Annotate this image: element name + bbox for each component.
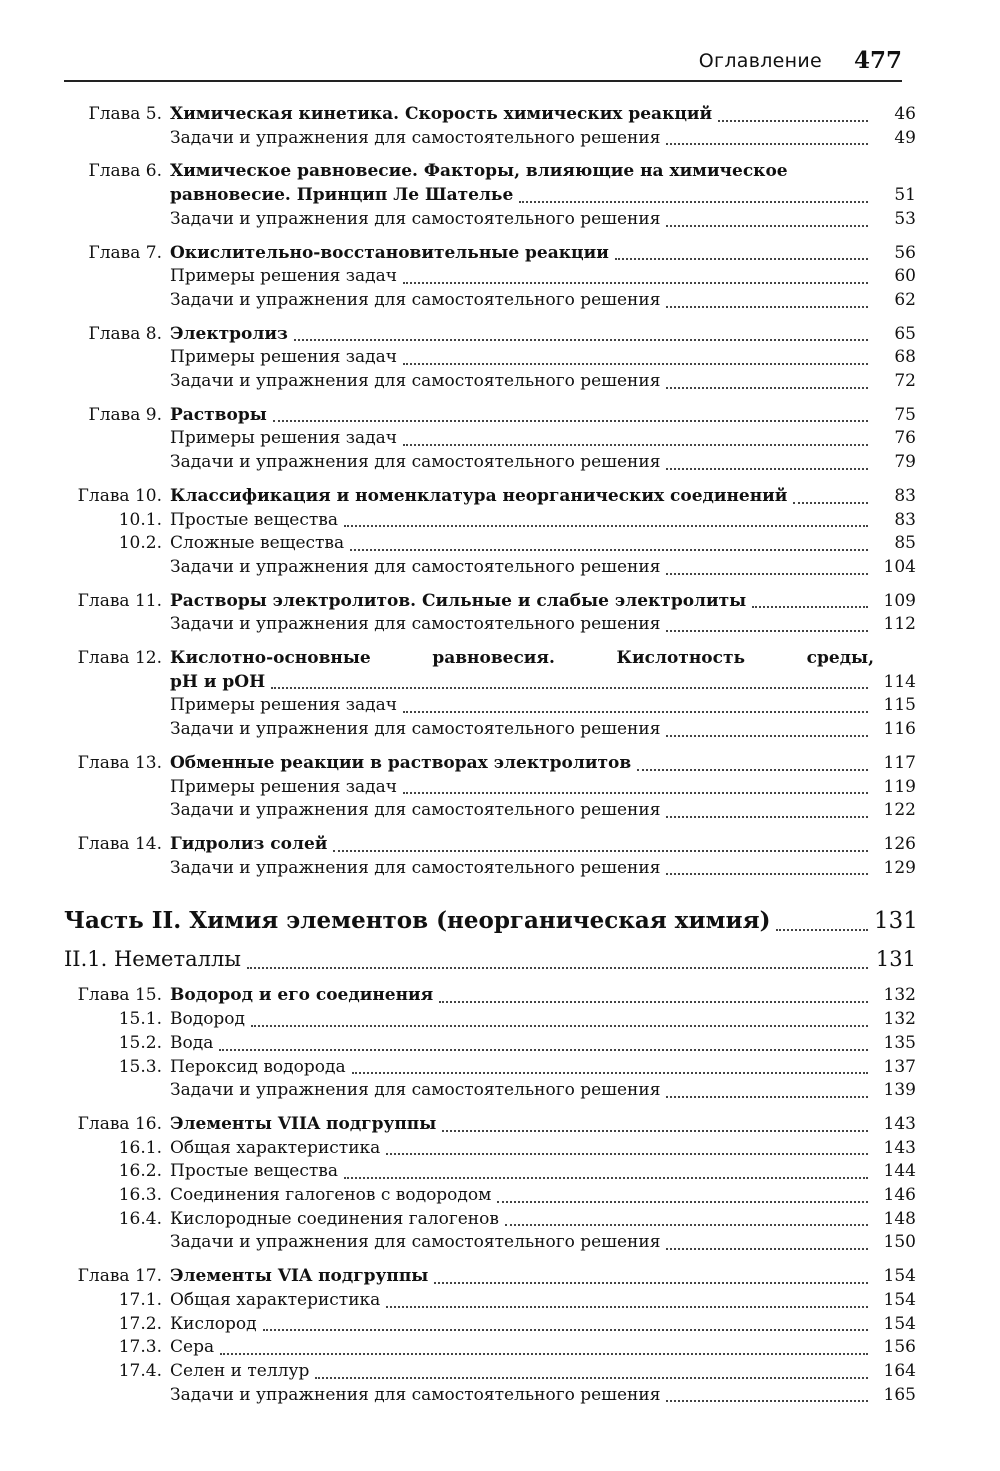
entry-label: 10.2. (118, 533, 162, 554)
toc-row[interactable] (64, 1265, 916, 1289)
dot-leader (666, 1400, 868, 1402)
entry-title: Растворы электролитов. Сильные и слабые электролиты (170, 590, 747, 611)
entry-page: 144 (883, 1161, 916, 1182)
entry-label: Глава 13. (77, 752, 162, 773)
dot-leader (439, 1001, 868, 1003)
dot-leader (793, 502, 868, 504)
entry-page: 132 (883, 985, 916, 1006)
toc-row[interactable] (64, 1231, 916, 1255)
toc-row[interactable] (64, 289, 916, 313)
subpart-heading (64, 944, 916, 974)
entry-title: Задачи и упражнения для самостоятельного решения (170, 857, 661, 878)
entry-label: Глава 16. (77, 1113, 162, 1134)
dot-leader (271, 687, 868, 689)
chapter-title-line1: Химическое равновесие. Факторы, влияющие на химическое (170, 161, 788, 182)
toc-row[interactable] (64, 694, 916, 718)
toc-row[interactable] (64, 323, 916, 347)
entry-title: Элементы VIA подгруппы (170, 1266, 429, 1287)
chapter-title-line1: Кислотно-основные равновесия. Кислотность среды, (170, 648, 874, 669)
entry-title: Задачи и упражнения для самостоятельного решения (170, 719, 661, 740)
toc-row[interactable] (64, 1360, 916, 1384)
entry-page: 68 (894, 347, 916, 368)
entry-page: 76 (894, 428, 916, 449)
entry-page: 154 (883, 1289, 916, 1310)
entry-page: 109 (883, 590, 916, 611)
dot-leader (315, 1377, 868, 1379)
entry-page: 75 (894, 404, 916, 425)
toc-part2-list (64, 984, 916, 1407)
dot-leader (386, 1306, 868, 1308)
toc-row[interactable] (64, 103, 916, 127)
toc-row[interactable] (64, 1289, 916, 1313)
chapter-group (64, 1113, 916, 1255)
dot-leader (403, 444, 868, 446)
dot-leader (666, 735, 868, 737)
dot-leader (666, 306, 868, 308)
toc-row[interactable] (64, 1313, 916, 1337)
entry-title: Примеры решения задач (170, 428, 397, 449)
entry-label: 17.2. (118, 1313, 162, 1334)
entry-title: Задачи и упражнения для самостоятельного решения (170, 800, 661, 821)
entry-label: 15.2. (118, 1032, 162, 1053)
entry-title: Задачи и упражнения для самостоятельного решения (170, 289, 661, 310)
entry-page: 72 (894, 371, 916, 392)
entry-page: 132 (883, 1009, 916, 1030)
entry-label: Глава 8. (88, 323, 162, 344)
entry-title: Классификация и номенклатура неорганических соединений (170, 485, 788, 506)
header-page-number: 477 (853, 47, 902, 74)
dot-leader (344, 525, 868, 527)
entry-title: Задачи и упражнения для самостоятельного решения (170, 556, 661, 577)
entry-label: Глава 9. (88, 404, 162, 425)
toc-row[interactable] (64, 1137, 916, 1161)
entry-page: 112 (883, 614, 916, 635)
toc-row[interactable] (64, 671, 916, 695)
dot-leader (666, 1248, 868, 1250)
entry-title: Сера (170, 1337, 215, 1358)
dot-leader (386, 1153, 868, 1155)
dot-leader (294, 339, 868, 341)
entry-title: Обменные реакции в растворах электролитов (170, 752, 632, 773)
toc-row[interactable] (64, 718, 916, 742)
dot-leader (220, 1353, 868, 1355)
chapter-label: Глава 6. (88, 161, 162, 182)
toc-row[interactable] (64, 1032, 916, 1056)
entry-label: 17.1. (118, 1289, 162, 1310)
dot-leader (403, 282, 868, 284)
entry-label: Глава 7. (88, 242, 162, 263)
dot-leader (352, 1072, 868, 1074)
entry-title: Сложные вещества (170, 533, 345, 554)
entry-page: 116 (883, 719, 916, 740)
chapter-label: Глава 12. (77, 648, 162, 669)
chapter-group (64, 485, 916, 580)
entry-page: 117 (883, 752, 916, 773)
entry-title: Гидролиз солей (170, 833, 328, 854)
dot-leader (219, 1049, 868, 1051)
entry-page: 46 (894, 104, 916, 124)
entry-title: Примеры решения задач (170, 776, 397, 797)
chapter-group (64, 752, 916, 823)
toc-row[interactable] (64, 984, 916, 1008)
entry-title: Водород и его соединения (170, 985, 434, 1006)
entry-title: Пероксид водорода (170, 1056, 346, 1077)
toc-row[interactable] (64, 906, 916, 936)
entry-label: Глава 14. (77, 833, 162, 854)
toc-row[interactable] (64, 944, 916, 974)
entry-title: Задачи и упражнения для самостоятельного решения (170, 371, 661, 392)
entry-page: 49 (894, 127, 916, 148)
entry-label: 15.1. (118, 1009, 162, 1030)
toc-row[interactable] (64, 208, 916, 232)
toc-row[interactable] (64, 1336, 916, 1360)
dot-leader (666, 143, 868, 145)
entry-label: Глава 17. (77, 1266, 162, 1287)
entry-label: 17.3. (118, 1337, 162, 1358)
toc-row[interactable] (64, 1384, 916, 1408)
entry-page: 104 (883, 556, 916, 577)
entry-page: 53 (894, 208, 916, 229)
toc-row[interactable] (64, 485, 916, 509)
dot-leader (251, 1025, 868, 1027)
chapter-group (64, 103, 916, 150)
toc-row[interactable] (64, 370, 916, 394)
toc-row[interactable] (64, 509, 916, 533)
toc-row[interactable] (64, 451, 916, 475)
entry-page: 135 (883, 1032, 916, 1053)
dot-leader (403, 711, 868, 713)
entry-label: 16.3. (118, 1185, 162, 1206)
toc-row[interactable] (64, 556, 916, 580)
entry-title: Задачи и упражнения для самостоятельного решения (170, 1080, 661, 1101)
entry-page: 114 (883, 671, 916, 692)
dot-leader (666, 630, 868, 632)
entry-title: Селен и теллур (170, 1360, 310, 1381)
dot-leader (497, 1201, 868, 1203)
entry-title: Кислородные соединения галогенов (170, 1208, 499, 1229)
entry-page: 83 (894, 509, 916, 530)
toc-row[interactable] (64, 427, 916, 451)
entry-label: 16.1. (118, 1137, 162, 1158)
entry-page: 115 (883, 695, 916, 716)
dot-leader (519, 201, 868, 203)
chapter-group (64, 242, 916, 313)
entry-title: Кислород (170, 1313, 257, 1334)
entry-page: 143 (883, 1113, 916, 1134)
dot-leader (666, 1096, 868, 1098)
dot-leader (350, 549, 868, 551)
entry-title: pH и pOH (170, 671, 266, 692)
entry-page: 60 (894, 266, 916, 287)
dot-leader (333, 850, 868, 852)
dot-leader (666, 573, 868, 575)
entry-title: Общая характеристика (170, 1137, 381, 1158)
entry-label: Глава 15. (77, 985, 162, 1006)
dot-leader (273, 420, 868, 422)
entry-title: Химическая кинетика. Скорость химических реакций (170, 104, 713, 124)
toc-row[interactable] (64, 1208, 916, 1232)
dot-leader (403, 363, 868, 365)
dot-leader (637, 769, 868, 771)
dot-leader (403, 792, 868, 794)
entry-page: 62 (894, 289, 916, 310)
entry-title: Окислительно-восстановительные реакции (170, 242, 609, 263)
toc-row[interactable] (64, 1008, 916, 1032)
toc-row[interactable] (64, 404, 916, 428)
subpart-page: 131 (875, 947, 916, 972)
part-heading (64, 906, 916, 936)
entry-title: Примеры решения задач (170, 347, 397, 368)
entry-label: Глава 11. (77, 590, 162, 611)
entry-title: Примеры решения задач (170, 695, 397, 716)
entry-label: 17.4. (118, 1360, 162, 1381)
toc-row[interactable] (64, 833, 916, 857)
chapter-group (64, 404, 916, 475)
entry-title: Задачи и упражнения для самостоятельного решения (170, 1384, 661, 1405)
dot-leader (666, 816, 868, 818)
entry-title: Задачи и упражнения для самостоятельного решения (170, 452, 661, 473)
dot-leader (666, 468, 868, 470)
dot-leader (752, 606, 868, 608)
subpart-title: II.1. Неметаллы (64, 947, 242, 972)
toc-row[interactable] (64, 127, 916, 151)
entry-label: 16.4. (118, 1208, 162, 1229)
toc-row-first-line (64, 160, 916, 184)
entry-label: 10.1. (118, 509, 162, 530)
entry-page: 156 (883, 1337, 916, 1358)
chapter-group (64, 590, 916, 637)
toc-row[interactable] (64, 242, 916, 266)
dot-leader (666, 225, 868, 227)
dot-leader (505, 1224, 868, 1226)
chapter-group (64, 160, 916, 231)
dot-leader (434, 1282, 868, 1284)
entry-page: 79 (894, 452, 916, 473)
entry-page: 137 (883, 1056, 916, 1077)
dot-leader (263, 1329, 868, 1331)
entry-page: 139 (883, 1080, 916, 1101)
toc-row[interactable] (64, 752, 916, 776)
chapter-group (64, 833, 916, 880)
chapter-group (64, 323, 916, 394)
dot-leader (666, 873, 868, 875)
entry-title: Примеры решения задач (170, 266, 397, 287)
toc-part1-list (64, 103, 916, 880)
entry-label: Глава 10. (77, 485, 162, 506)
entry-page: 143 (883, 1137, 916, 1158)
entry-title: Простые вещества (170, 1161, 338, 1182)
part-page: 131 (874, 908, 918, 935)
entry-page: 146 (883, 1185, 916, 1206)
toc-row[interactable] (64, 1184, 916, 1208)
entry-title: Задачи и упражнения для самостоятельного решения (170, 127, 661, 148)
entry-title: Задачи и упражнения для самостоятельного решения (170, 208, 661, 229)
entry-page: 129 (883, 857, 916, 878)
entry-page: 126 (883, 833, 916, 854)
chapter-group (64, 984, 916, 1103)
toc-row[interactable] (64, 857, 916, 881)
dot-leader (344, 1177, 868, 1179)
running-header (64, 40, 902, 82)
toc-row[interactable] (64, 1160, 916, 1184)
dot-leader (666, 387, 868, 389)
entry-page: 164 (883, 1360, 916, 1381)
entry-page: 148 (883, 1208, 916, 1229)
toc-row[interactable] (64, 265, 916, 289)
toc-row[interactable] (64, 1079, 916, 1103)
toc-row[interactable] (64, 1056, 916, 1080)
dot-leader (247, 967, 868, 969)
entry-title: Растворы (170, 404, 267, 425)
entry-title: Элементы VIIA подгруппы (170, 1113, 437, 1134)
entry-page: 85 (894, 533, 916, 554)
toc-row[interactable] (64, 1113, 916, 1137)
toc-row[interactable] (64, 613, 916, 637)
dot-leader (718, 120, 868, 122)
entry-label: 15.3. (118, 1056, 162, 1077)
entry-title: Простые вещества (170, 509, 338, 530)
dot-leader (615, 258, 868, 260)
entry-page: 83 (894, 485, 916, 506)
toc-row-first-line (64, 647, 916, 671)
entry-page: 165 (883, 1384, 916, 1405)
header-title: Оглавление (698, 50, 822, 72)
toc-row[interactable] (64, 346, 916, 370)
entry-title: Водород (170, 1009, 246, 1030)
toc-row[interactable] (64, 184, 916, 208)
chapter-group (64, 1265, 916, 1407)
entry-title: Задачи и упражнения для самостоятельного решения (170, 1232, 661, 1253)
entry-page: 119 (883, 776, 916, 797)
part-title: Часть II. Химия элементов (неорганическая химия) (64, 907, 771, 935)
entry-label: Глава 5. (88, 104, 162, 124)
toc-row[interactable] (64, 590, 916, 614)
entry-page: 150 (883, 1232, 916, 1253)
entry-page: 154 (883, 1266, 916, 1287)
toc-row[interactable] (64, 799, 916, 823)
entry-label: 16.2. (118, 1161, 162, 1182)
entry-page: 65 (894, 323, 916, 344)
entry-page: 51 (894, 185, 916, 206)
entry-title: равновесие. Принцип Ле Шателье (170, 185, 514, 206)
dot-leader (776, 929, 868, 931)
entry-title: Общая характеристика (170, 1289, 381, 1310)
entry-title: Вода (170, 1032, 214, 1053)
chapter-group (64, 647, 916, 742)
entry-title: Соединения галогенов с водородом (170, 1185, 492, 1206)
toc-row[interactable] (64, 776, 916, 800)
entry-title: Электролиз (170, 323, 288, 344)
entry-page: 56 (894, 242, 916, 263)
entry-title: Задачи и упражнения для самостоятельного решения (170, 614, 661, 635)
toc-row[interactable] (64, 532, 916, 556)
table-of-contents (64, 103, 916, 1417)
dot-leader (442, 1130, 868, 1132)
entry-page: 122 (883, 800, 916, 821)
entry-page: 154 (883, 1313, 916, 1334)
